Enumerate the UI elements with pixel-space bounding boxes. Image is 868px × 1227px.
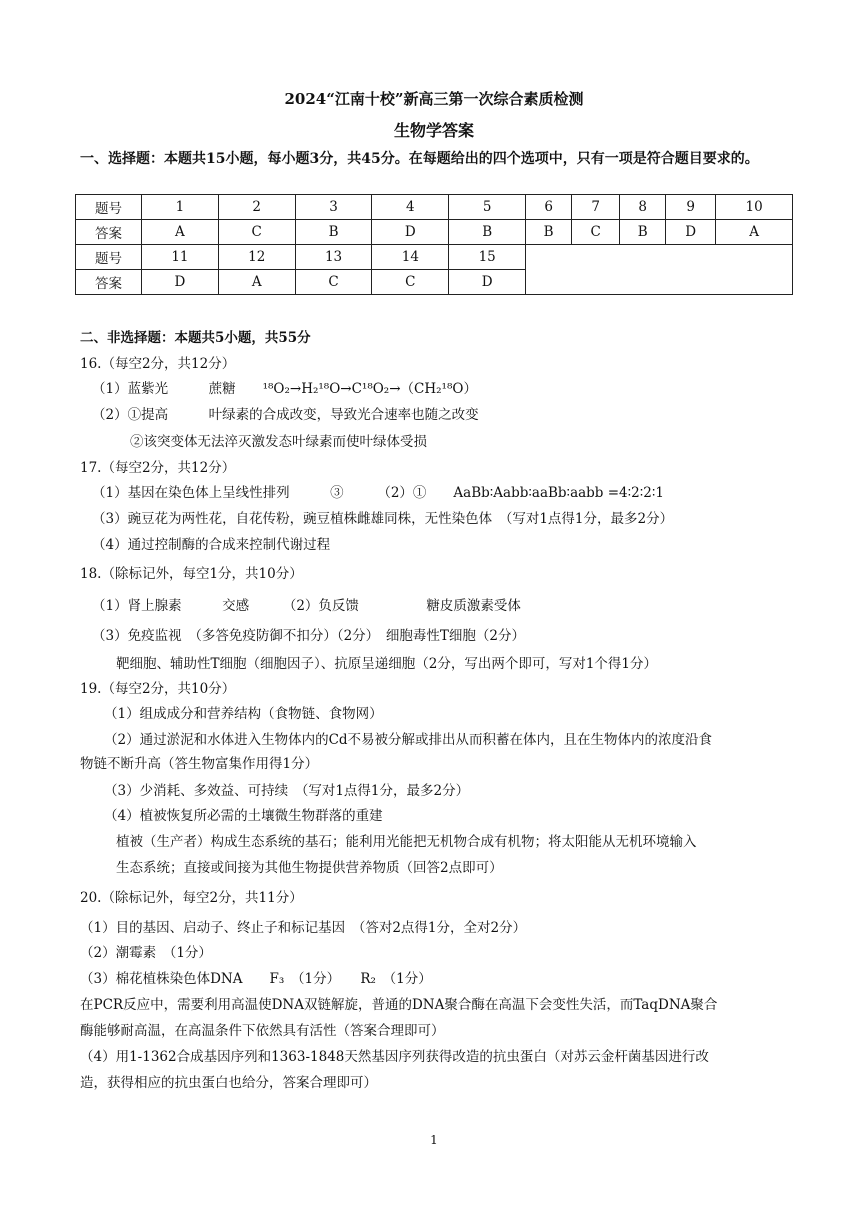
table-cell: C: [572, 220, 620, 245]
table-row: [76, 195, 793, 220]
table-cell: C: [218, 220, 295, 245]
table-cell: A: [142, 220, 219, 245]
q16-line: （1）蓝紫光 蔗糖 ¹⁸O₂→H₂¹⁸O→C¹⁸O₂→（CH₂¹⁸O）: [92, 381, 477, 397]
q20-header: 20.（除标记外，每空2分，共11分）: [80, 890, 303, 906]
q19-line: 植被（生产者）构成生态系统的基石；能利用光能把无机物合成有机物；将太阳能从无机环境输入: [116, 834, 697, 850]
page-number: 1: [430, 1133, 438, 1147]
table-row: [76, 220, 793, 245]
table-cell: 3: [295, 195, 372, 220]
q19-line: （3）少消耗、多效益、可持续 （写对1点得1分，最多2分）: [104, 783, 470, 799]
table-cell: 5: [449, 195, 526, 220]
q16-line: （2）①提高 叶绿素的合成改变，导致光合速率也随之改变: [92, 407, 479, 423]
table-cell: C: [372, 270, 449, 295]
q19-header: 19.（每空2分，共10分）: [80, 681, 236, 697]
table-cell: 9: [666, 195, 716, 220]
table-cell: 13: [295, 245, 372, 270]
q20-line: 酶能够耐高温，在高温条件下依然具有活性（答案合理即可）: [80, 1023, 445, 1039]
q18-line: （1）肾上腺素 交感 （2）负反馈 糖皮质激素受体: [92, 598, 521, 614]
q20-line: （1）目的基因、启动子、终止子和标记基因 （答对2点得1分，全对2分）: [80, 920, 527, 936]
q20-line: 造，获得相应的抗虫蛋白也给分，答案合理即可）: [80, 1075, 377, 1091]
q18-line: （3）免疫监视 （多答免疫防御不扣分）（2分） 细胞毒性T细胞（2分）: [92, 628, 526, 644]
table-cell: 7: [572, 195, 620, 220]
table-cell: D: [449, 270, 526, 295]
q17-line: （4）通过控制酶的合成来控制代谢过程: [92, 537, 331, 553]
table-cell: D: [666, 220, 716, 245]
table-cell: D: [372, 220, 449, 245]
q20-line: （2）潮霉素 （1分）: [80, 945, 212, 961]
table-cell: A: [218, 270, 295, 295]
empty-cell: [526, 245, 793, 295]
table-cell: C: [295, 270, 372, 295]
q19-line: （4）植被恢复所必需的土壤微生物群落的重建: [104, 808, 383, 824]
exam-title: 2024“江南十校”新高三第一次综合素质检测: [284, 90, 584, 108]
table-cell: B: [620, 220, 666, 245]
table-cell: B: [295, 220, 372, 245]
q17-line: （1）基因在染色体上呈线性排列 ③ （2）① AaBb∶Aabb∶aaBb∶aabb =4∶2∶2∶1: [92, 485, 664, 501]
question-label: 题号: [76, 245, 142, 270]
table-cell: B: [526, 220, 572, 245]
table-cell: 10: [716, 195, 793, 220]
q17-line: （3）豌豆花为两性花，自花传粉，豌豆植株雌雄同株，无性染色体 （写对1点得1分，最多2分）: [92, 511, 674, 527]
table-cell: 4: [372, 195, 449, 220]
table-cell: 1: [142, 195, 219, 220]
q16-header: 16.（每空2分，共12分）: [80, 356, 236, 372]
q17-header: 17.（每空2分，共12分）: [80, 460, 236, 476]
q19-line: 生态系统；直接或间接为其他生物提供营养物质（回答2点即可）: [116, 860, 503, 876]
q18-header: 18.（除标记外，每空1分，共10分）: [80, 566, 303, 582]
q20-line: （3）棉花植株染色体DNA F₃ （1分） R₂ （1分）: [80, 971, 432, 987]
q19-line: （2）通过淤泥和水体进入生物体内的Cd不易被分解或排出从而积蓄在体内，且在生物体内的浓度沿食: [104, 732, 713, 748]
table-cell: 8: [620, 195, 666, 220]
section1-heading: 一、选择题：本题共15小题，每小题3分，共45分。在每题给出的四个选项中，只有一项是符合题目要求的。: [80, 151, 759, 167]
exam-subtitle: 生物学答案: [393, 121, 474, 140]
table-cell: 11: [142, 245, 219, 270]
table-cell: 12: [218, 245, 295, 270]
table-cell: A: [716, 220, 793, 245]
table-cell: D: [142, 270, 219, 295]
section2-heading: 二、非选择题：本题共5小题，共55分: [80, 330, 311, 346]
table-row: [76, 245, 793, 270]
answer-table: [75, 194, 793, 295]
table-cell: 6: [526, 195, 572, 220]
q19-line: （1）组成成分和营养结构（食物链、食物网）: [104, 706, 383, 722]
q19-line: 物链不断升高（答生物富集作用得1分）: [80, 756, 319, 772]
table-cell: B: [449, 220, 526, 245]
table-cell: 2: [218, 195, 295, 220]
table-cell: 14: [372, 245, 449, 270]
q16-line: ②该突变体无法淬灭激发态叶绿素而使叶绿体受损: [130, 434, 427, 450]
answer-label: 答案: [76, 270, 142, 295]
q18-line: 靶细胞、辅助性T细胞（细胞因子）、抗原呈递细胞（2分，写出两个即可，写对1个得1分）: [116, 656, 658, 672]
q20-line: 在PCR反应中，需要利用高温使DNA双链解旋，普通的DNA聚合酶在高温下会变性失活，而TaqDNA聚合: [80, 997, 718, 1013]
answer-label: 答案: [76, 220, 142, 245]
q20-line: （4）用1-1362合成基因序列和1363-1848天然基因序列获得改造的抗虫蛋白（对苏云金杆菌基因进行改: [80, 1049, 709, 1065]
question-label: 题号: [76, 195, 142, 220]
table-cell: 15: [449, 245, 526, 270]
